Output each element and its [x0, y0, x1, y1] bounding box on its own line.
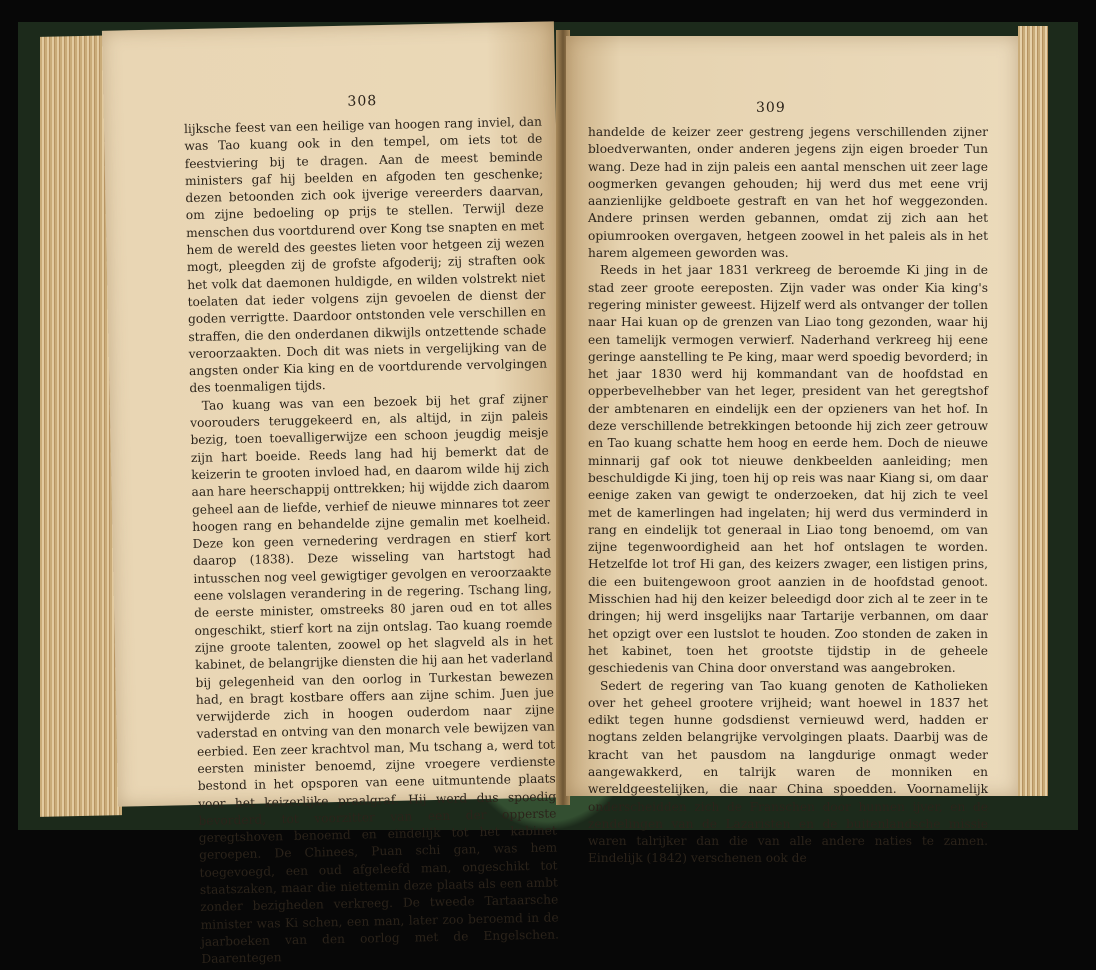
page-stack-right	[1018, 26, 1048, 796]
left-page-text	[184, 114, 560, 969]
paragraph: Reeds in het jaar 1831 verkreeg de beroemde Ki jing in de stad zeer groote eereposten. Zijn vader was onder Kia king's regering minister geweest. Hijzelf werd als ontvanger der tollen naar Hai kuan op de grenzen van Liao tong gezonden, waar hij een tamelijk vermogen verwierf. Naderhand verkreeg hij eene geringe aanstelling te Pe king, maar werd spoedig bevorderd; in het jaar 1830 werd hij kommandant van de hoofdstad en opperbevelhebber van het leger, president van het geregtshof der ambtenaren en eindelijk een der opzieners van het hof. In deze verschillende betrekkingen betoonde hij zich zeer getrouw en Tao kuang schatte hem hoog en eerde hem. Doch de nieuwe minnarij gaf ook tot nieuwe denkbeelden aanleiding; men beschuldigde Ki jing, toen hij op reis was naar Kiang si, om daar eenige zaken van gewigt te onderzoeken, dat hij zich te veel met de kamerlingen had ingelaten; hij werd dus verminderd in rang en eindelijk tot generaal in Liao tong benoemd, om van zijne tegenwoordigheid aan het hof ontslagen te worden. Hetzelfde lot trof Hi gan, des keizers zwager, een listigen prins, die een buitengewoon groot aanzien in de hoofdstad genoot. Misschien had hij den keizer beleedigd door zich al te zeer in te dringen; hij werd insgelijks naar Tartarije verbannen, om daar het opzigt over een lustslot te houden. Zoo stonden de zaken in het kabinet, toen het grootste tijdstip in de geheele geschiedenis van China door onverstand was aangebroken.	[588, 263, 988, 676]
page-number-left: 308	[347, 93, 378, 110]
paragraph: lijksche feest van een heilige van hoogen rang inviel, dan was Tao kuang ook in den tempel, om iets tot de feestviering bij te dragen. Aan de meest beminde ministers gaf hij beelden en afgoden ten geschenke; dezen betoonden zich ook ijverige vereerders daarvan, om zijne bedoeling op prijs te stellen. Terwijl deze menschen dus voortdurend over Kong tse snapten en met hem de wereld des geestes lieten voor hetgeen zij wezen mogt, pleegden zij de grofste afgoderij; zij straften ook het volk dat daemonen huldigde, en wilden volstrekt niet toelaten dat ieder volgens zijn gevoelen de dienst der goden verrigtte. Daardoor ontstonden vele verschillen en straffen, die den onderdanen dikwijls ontzettende schade veroorzaakten. Doch dit was niets in vergelijking van de angsten onder Kia king en de voortdurende vervolgingen des toenmaligen tijds.	[183, 114, 548, 396]
page-number-right: 309	[756, 100, 786, 116]
left-page	[102, 21, 570, 967]
paragraph: Sedert de regering van Tao kuang genoten de Katholieken over het geheel grootere vrijheid; want hoewel in 1837 het edikt tegen hunne godsdienst vernieuwd werd, hadden er nogtans zelden belangrijke vervolgingen plaats. Daarbij was de kracht van het pausdom na langdurige onmagt weder aangewakkerd, en talrijk waren de monniken en wereldgeestelijken, die naar China spoedden. Voornamelijk onderscheidden zich de Franschen door hunnen ijver, en de zendelingen van de Lazaristen en de buitenlandsche missie waren talrijker dan die van alle andere naties te zamen. Eindelijk (1842) verschenen ook de	[588, 678, 988, 866]
right-page	[566, 36, 1018, 866]
right-page-text	[588, 124, 988, 868]
paragraph: Tao kuang was van een bezoek bij het graf zijner voorouders teruggekeerd en, als altijd, in zijn paleis bezig, toen toevalligerwijze een schoon jeugdig meisje zijn hart boeide. Reeds lang had hij bemerkt dat de keizerin te grooten invloed had, en daarom wilde hij zich aan hare heerschappij onttrekken; hij wijdde zich daarom geheel aan de liefde, verhief de nieuwe minnares tot zeer hoogen rang en behandelde zijne gemalin met koelheid. Deze kon geen vernedering verdragen en stierf kort daarop (1838). Deze wisseling van hartstogt had intusschen nog veel gewigtiger gevolgen en veroorzaakte eene volslagen verandering in de regering. Tschang ling, de eerste minister, omstreeks 80 jaren oud en tot alles ongeschikt, stierf kort na zijn ontslag. Tao kuang roemde zijne groote talenten, zoowel op het slagveld als in het kabinet, de belangrijke diensten die hij aan het vaderland bij gelegenheid van den oorlog in Turkestan bewezen had, en bragt kostbare offers aan zijne schim. Juen jue verwijderde zich in hoogen ouderdom naar zijne vaderstad en ontving van den monarch vele bewijzen van eerbied. Een zeer krachtvol man, Mu tschang a, werd tot eersten minister benoemd, zijne vroegere verdienste bestond in het opsporen van eene uitmuntende plaats voor het keizerlijke praalgraf. Hij werd dus spoedig bevorderd, tot voorzitter van een der opperste geregtshoven benoemd en eindelijk tot het kabinet geroepen. De Chinees, Puan schi gan, was hem toegevoegd, een oud afgeleefd man, ongeschikt tot staatszaken, maar die niettemin deze plaats als een ambt zonder bezigheden verkreeg. De tweede Tartaarsche minister was Ki schen, een man, later zoo beroemd in de jaarboeken van den oorlog met de Engelschen. Daarentegen	[190, 391, 560, 967]
paragraph: handelde de keizer zeer gestreng jegens verschillenden zijner bloedverwanten, onder anderen jegens zijn eigen broeder Tun wang. Deze had in zijn paleis een aantal menschen uit zeer lage oogmerken gevangen gehouden; hij werd dus met eene vrij aanzienlijke geldboete gestraft en van het hof weggezonden. Andere prinsen werden gebannen, omdat zij zich aan het opiumrooken overgaven, hetgeen zoowel in het paleis als in het harem algemeen geworden was.	[588, 125, 988, 261]
